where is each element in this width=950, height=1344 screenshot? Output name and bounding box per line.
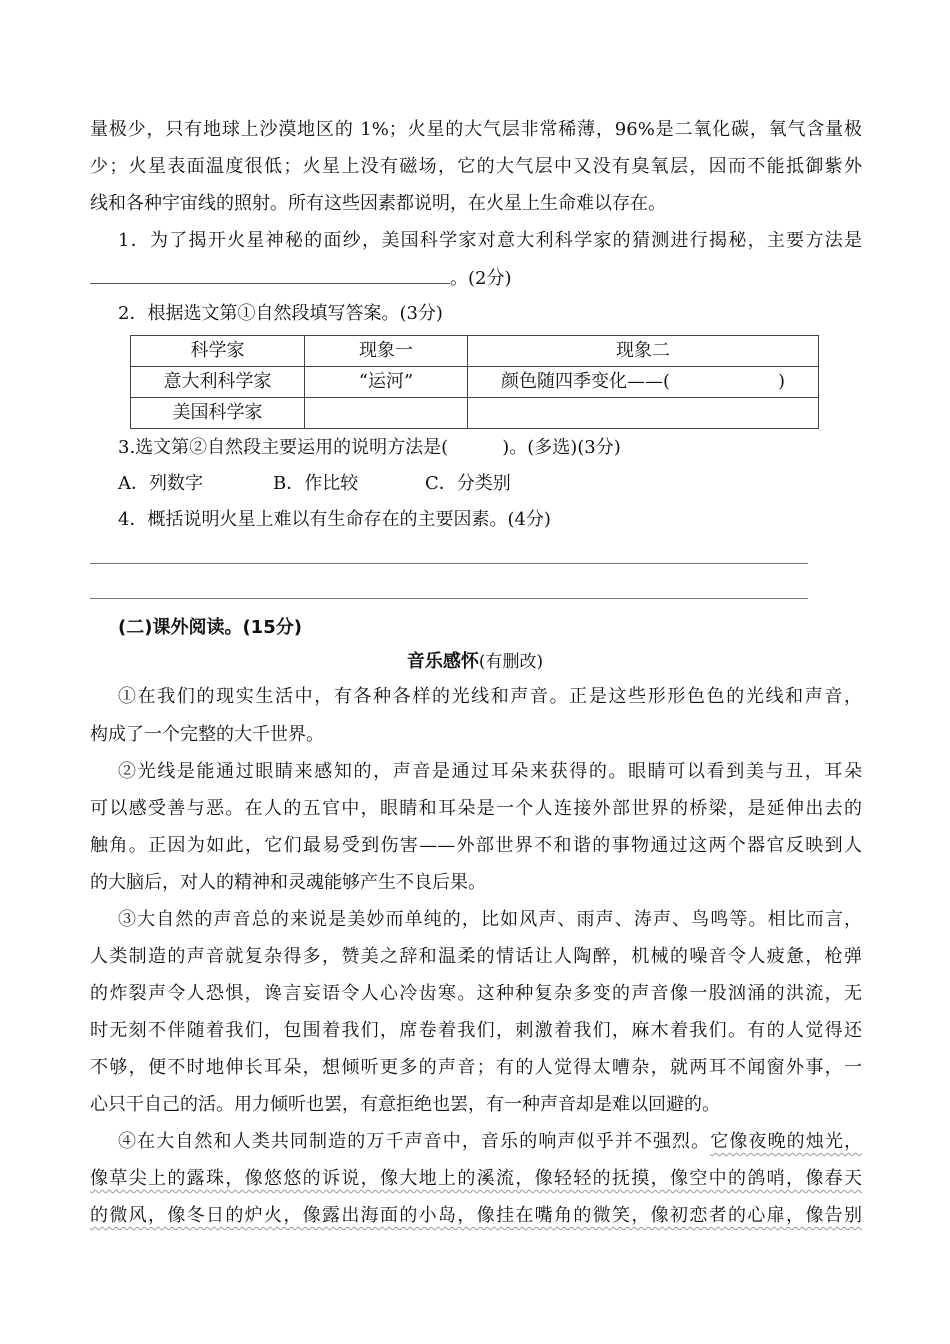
question-3: 3.选文第②自然段主要运用的说明方法是( )。(多选)(3分) xyxy=(118,437,621,458)
paragraph-line: 人类制造的声音就复杂得多，赞美之辞和温柔的情话让人陶醉，机械的噪音令人疲惫，枪弹 xyxy=(90,946,862,967)
table-header: 科学家 xyxy=(131,336,305,367)
paragraph-line: 触角。正因为如此，它们最易受到伤害——外部世界不和谐的事物通过这两个器官反映到人 xyxy=(90,835,862,856)
table-row xyxy=(131,398,819,429)
answer-line[interactable] xyxy=(90,598,808,599)
paragraph-line: 时无刻不伴随着我们，包围着我们，席卷着我们，刺激着我们，麻木着我们。有的人觉得还 xyxy=(90,1020,862,1041)
option-c[interactable]: C．分类别 xyxy=(425,473,511,494)
paragraph-line: ③大自然的声音总的来说是美妙而单纯的，比如风声、雨声、涛声、鸟鸣等。相比而言， xyxy=(118,909,862,930)
table-row xyxy=(131,367,819,398)
option-a[interactable]: A．列数字 xyxy=(118,473,203,494)
table-cell-blank[interactable] xyxy=(305,398,468,429)
table-cell-blank[interactable] xyxy=(468,398,819,429)
paragraph-line: 的大脑后，对人的精神和灵魂能够产生不良后果。 xyxy=(90,872,486,893)
table-header-row xyxy=(131,336,819,367)
passage-line: 少；火星表面温度很低；火星上没有磁场，它的大气层中又没有臭氧层，因而不能抵御紫外 xyxy=(90,156,862,177)
article-title-note: (有删改) xyxy=(478,652,544,672)
passage-line: 线和各种宇宙线的照射。所有这些因素都说明，在火星上生命难以存在。 xyxy=(90,193,666,214)
option-b[interactable]: B．作比较 xyxy=(273,473,359,494)
paragraph-line xyxy=(90,1165,862,1193)
question-4: 4．概括说明火星上难以有生命存在的主要因素。(4分) xyxy=(118,509,551,530)
answer-blank[interactable] xyxy=(90,263,450,284)
question-1-answer-row xyxy=(90,263,862,291)
question-2: 2．根据选文第①自然段填写答案。(3分) xyxy=(118,303,443,324)
paragraph-line: 可以感受善与恶。在人的五官中，眼睛和耳朵是一个人连接外部世界的桥梁，是延伸出去的 xyxy=(90,798,862,819)
article-title xyxy=(0,648,950,676)
table-cell: 美国科学家 xyxy=(131,398,305,429)
paragraph-line: 构成了一个完整的大千世界。 xyxy=(90,724,324,745)
paragraph-line: ①在我们的现实生活中，有各种各样的光线和声音。正是这些形形色色的光线和声音， xyxy=(118,686,862,707)
article-title-text: 音乐感怀 xyxy=(406,651,479,672)
paragraph-line: ②光线是能通过眼睛来感知的，声音是通过耳朵来获得的。眼睛可以看到美与丑，耳朵 xyxy=(118,761,862,782)
answer-table xyxy=(130,335,819,429)
wavy-underlined-text: 的微风，像冬日的炉火，像露出海面的小岛，像挂在嘴角的微笑，像初恋者的心扉，像告别 xyxy=(90,1205,862,1226)
table-header: 现象二 xyxy=(468,336,819,367)
table-cell: “运河” xyxy=(305,367,468,398)
paragraph-text: ④在大自然和人类共同制造的万千声音中，音乐的响声似乎并不强烈。 xyxy=(118,1131,711,1152)
table-cell[interactable]: 颜色随四季变化——( ) xyxy=(468,367,819,398)
question-1: 1．为了揭开火星神秘的面纱，美国科学家对意大利科学家的猜测进行揭秘，主要方法是 xyxy=(118,230,862,251)
table-header: 现象一 xyxy=(305,336,468,367)
paragraph-line xyxy=(90,1202,862,1230)
paragraph-line: 的炸裂声令人恐惧，谗言妄语令人心冷齿寒。这种种复杂多变的声音像一股汹涌的洪流，无 xyxy=(90,983,862,1004)
passage-line: 量极少，只有地球上沙漠地区的 1%；火星的大气层非常稀薄，96%是二氧化碳，氧气含量极 xyxy=(90,119,862,140)
section-heading: (二)课外阅读。(15分) xyxy=(118,617,302,638)
paragraph-line: 心只干自己的活。用力倾听也罢，有意拒绝也罢，有一种声音却是难以回避的。 xyxy=(90,1094,720,1115)
paragraph-line xyxy=(118,1128,862,1156)
answer-line[interactable] xyxy=(90,563,808,564)
wavy-underlined-text: 它像夜晚的烛光， xyxy=(710,1131,863,1152)
question-1-points: 。(2分) xyxy=(450,268,512,289)
table-cell: 意大利科学家 xyxy=(131,367,305,398)
paragraph-line: 不够，便不时地伸长耳朵，想倾听更多的声音；有的人觉得太嘈杂，就两耳不闻窗外事，一 xyxy=(90,1057,862,1078)
wavy-underlined-text: 像草尖上的露珠，像悠悠的诉说，像大地上的溪流，像轻轻的抚摸，像空中的鸽哨，像春天 xyxy=(90,1168,862,1189)
